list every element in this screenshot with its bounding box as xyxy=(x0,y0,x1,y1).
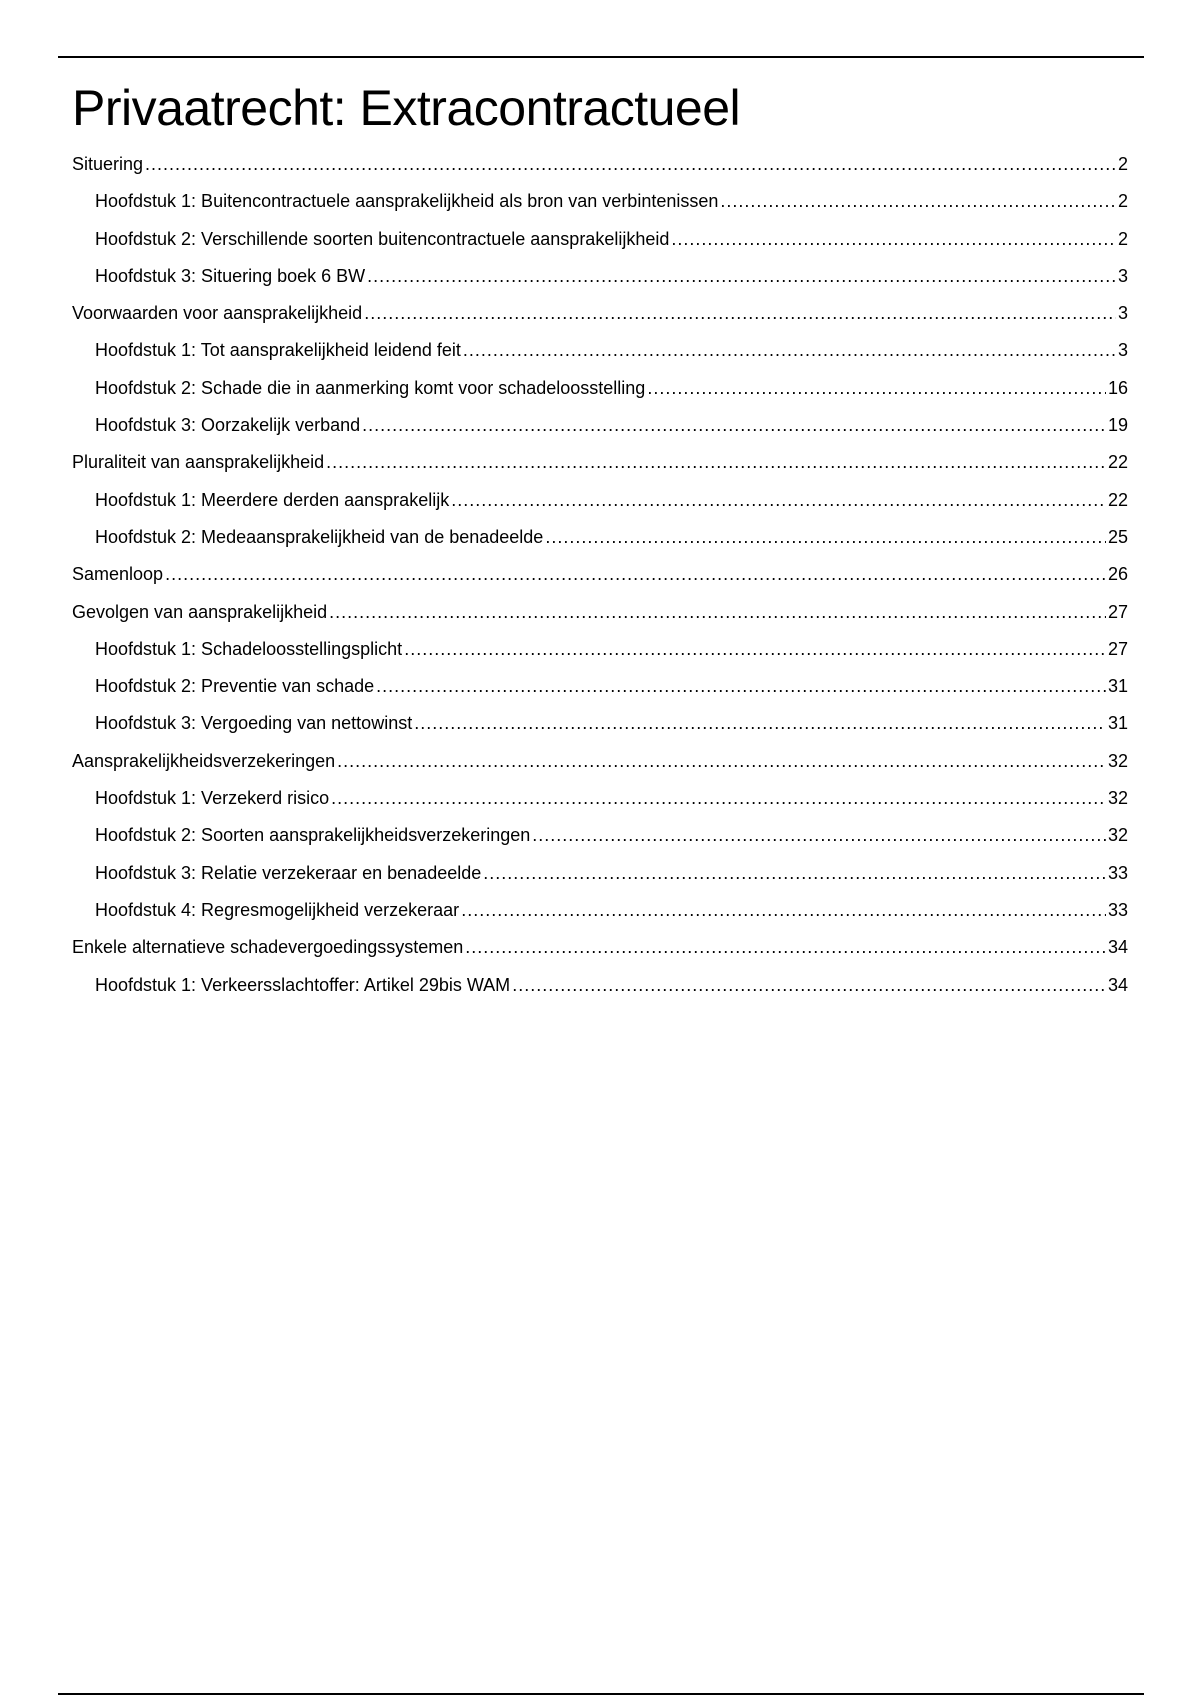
document-title: Privaatrecht: Extracontractueel xyxy=(72,80,741,136)
toc-dot-leader xyxy=(326,444,1106,481)
toc-entry-label: Hoofdstuk 1: Verzekerd risico xyxy=(95,788,330,809)
toc-page-number: 25 xyxy=(1107,526,1128,547)
toc-section-entry[interactable] xyxy=(72,444,1128,481)
toc-entry-label: Enkele alternatieve schadevergoedingssystemen xyxy=(72,937,464,958)
toc-dot-leader xyxy=(367,258,1116,295)
toc-entry-label: Hoofdstuk 3: Oorzakelijk verband xyxy=(95,415,361,436)
toc-page-number: 16 xyxy=(1107,377,1128,398)
toc-page-number: 3 xyxy=(1117,340,1128,361)
toc-entry-label: Hoofdstuk 2: Schade die in aanmerking komt voor schadeloosstelling xyxy=(95,377,646,398)
toc-chapter-entry[interactable] xyxy=(72,183,1128,220)
toc-dot-leader xyxy=(465,929,1106,966)
toc-entry-label: Samenloop xyxy=(72,564,164,585)
toc-page-number: 32 xyxy=(1107,788,1128,809)
toc-page-number: 31 xyxy=(1107,676,1128,697)
header-rule xyxy=(58,56,1144,58)
toc-entry-label: Hoofdstuk 1: Verkeersslachtoffer: Artikel 29bis WAM xyxy=(95,974,511,995)
toc-page-number: 2 xyxy=(1117,228,1128,249)
toc-chapter-entry[interactable] xyxy=(72,407,1128,444)
toc-chapter-entry[interactable] xyxy=(72,631,1128,668)
toc-chapter-entry[interactable] xyxy=(72,855,1128,892)
toc-dot-leader xyxy=(404,631,1106,668)
toc-section-entry[interactable] xyxy=(72,743,1128,780)
toc-dot-leader xyxy=(145,146,1116,183)
toc-entry-label: Hoofdstuk 1: Meerdere derden aansprakelijk xyxy=(95,489,450,510)
toc-entry-label: Pluraliteit van aansprakelijkheid xyxy=(72,452,325,473)
toc-entry-label: Hoofdstuk 1: Tot aansprakelijkheid leidend feit xyxy=(95,340,461,361)
toc-chapter-entry[interactable] xyxy=(72,668,1128,705)
toc-page-number: 33 xyxy=(1107,862,1128,883)
toc-entry-label: Aansprakelijkheidsverzekeringen xyxy=(72,750,336,771)
toc-chapter-entry[interactable] xyxy=(72,221,1128,258)
toc-entry-label: Hoofdstuk 1: Buitencontractuele aansprakelijkheid als bron van verbintenissen xyxy=(95,191,719,212)
toc-page-number: 3 xyxy=(1117,303,1128,324)
table-of-contents xyxy=(72,146,1128,1004)
toc-entry-label: Hoofdstuk 2: Preventie van schade xyxy=(95,676,375,697)
toc-entry-label: Gevolgen van aansprakelijkheid xyxy=(72,601,328,622)
toc-dot-leader xyxy=(512,967,1106,1004)
toc-dot-leader xyxy=(362,407,1106,444)
toc-page-number: 3 xyxy=(1117,265,1128,286)
toc-page-number: 33 xyxy=(1107,899,1128,920)
toc-chapter-entry[interactable] xyxy=(72,332,1128,369)
toc-entry-label: Hoofdstuk 4: Regresmogelijkheid verzekeraar xyxy=(95,899,460,920)
toc-page-number: 19 xyxy=(1107,415,1128,436)
toc-chapter-entry[interactable] xyxy=(72,519,1128,556)
toc-dot-leader xyxy=(376,668,1106,705)
toc-page-number: 22 xyxy=(1107,489,1128,510)
toc-dot-leader xyxy=(329,594,1106,631)
toc-chapter-entry[interactable] xyxy=(72,705,1128,742)
toc-dot-leader xyxy=(545,519,1106,556)
toc-entry-label: Hoofdstuk 3: Vergoeding van nettowinst xyxy=(95,713,413,734)
toc-chapter-entry[interactable] xyxy=(72,482,1128,519)
toc-page-number: 32 xyxy=(1107,825,1128,846)
toc-page-number: 22 xyxy=(1107,452,1128,473)
toc-dot-leader xyxy=(671,221,1116,258)
toc-dot-leader xyxy=(461,892,1106,929)
toc-page-number: 26 xyxy=(1107,564,1128,585)
toc-entry-label: Situering xyxy=(72,154,144,174)
toc-section-entry[interactable] xyxy=(72,929,1128,966)
toc-dot-leader xyxy=(451,482,1106,519)
toc-section-entry[interactable] xyxy=(72,556,1128,593)
toc-dot-leader xyxy=(720,183,1116,220)
toc-section-entry[interactable] xyxy=(72,594,1128,631)
toc-dot-leader xyxy=(331,780,1106,817)
toc-page-number: 2 xyxy=(1117,154,1128,174)
toc-page-number: 34 xyxy=(1107,974,1128,995)
toc-chapter-entry[interactable] xyxy=(72,892,1128,929)
toc-dot-leader xyxy=(414,705,1106,742)
toc-dot-leader xyxy=(532,817,1106,854)
toc-entry-label: Hoofdstuk 1: Schadeloosstellingsplicht xyxy=(95,638,403,659)
toc-page-number: 34 xyxy=(1107,937,1128,958)
toc-entry-label: Hoofdstuk 3: Relatie verzekeraar en benadeelde xyxy=(95,862,482,883)
toc-entry-label: Hoofdstuk 2: Medeaansprakelijkheid van de benadeelde xyxy=(95,526,544,547)
toc-chapter-entry[interactable] xyxy=(72,780,1128,817)
toc-chapter-entry[interactable] xyxy=(72,817,1128,854)
footer-rule xyxy=(58,1693,1144,1695)
toc-chapter-entry[interactable] xyxy=(72,258,1128,295)
toc-page-number: 32 xyxy=(1107,750,1128,771)
toc-section-entry[interactable] xyxy=(72,146,1128,183)
toc-dot-leader xyxy=(483,855,1106,892)
toc-section-entry[interactable] xyxy=(72,295,1128,332)
toc-entry-label: Hoofdstuk 2: Soorten aansprakelijkheidsverzekeringen xyxy=(95,825,531,846)
toc-entry-label: Hoofdstuk 3: Situering boek 6 BW xyxy=(95,265,366,286)
toc-chapter-entry[interactable] xyxy=(72,370,1128,407)
toc-page-number: 2 xyxy=(1117,191,1128,212)
toc-dot-leader xyxy=(337,743,1106,780)
toc-entry-label: Hoofdstuk 2: Verschillende soorten buitencontractuele aansprakelijkheid xyxy=(95,228,670,249)
toc-entry-label: Voorwaarden voor aansprakelijkheid xyxy=(72,303,363,324)
toc-page-number: 31 xyxy=(1107,713,1128,734)
toc-page-number: 27 xyxy=(1107,601,1128,622)
toc-dot-leader xyxy=(647,370,1106,407)
toc-chapter-entry[interactable] xyxy=(72,967,1128,1004)
toc-dot-leader xyxy=(165,556,1106,593)
toc-dot-leader xyxy=(463,332,1116,369)
toc-page-number: 27 xyxy=(1107,638,1128,659)
toc-dot-leader xyxy=(364,295,1116,332)
